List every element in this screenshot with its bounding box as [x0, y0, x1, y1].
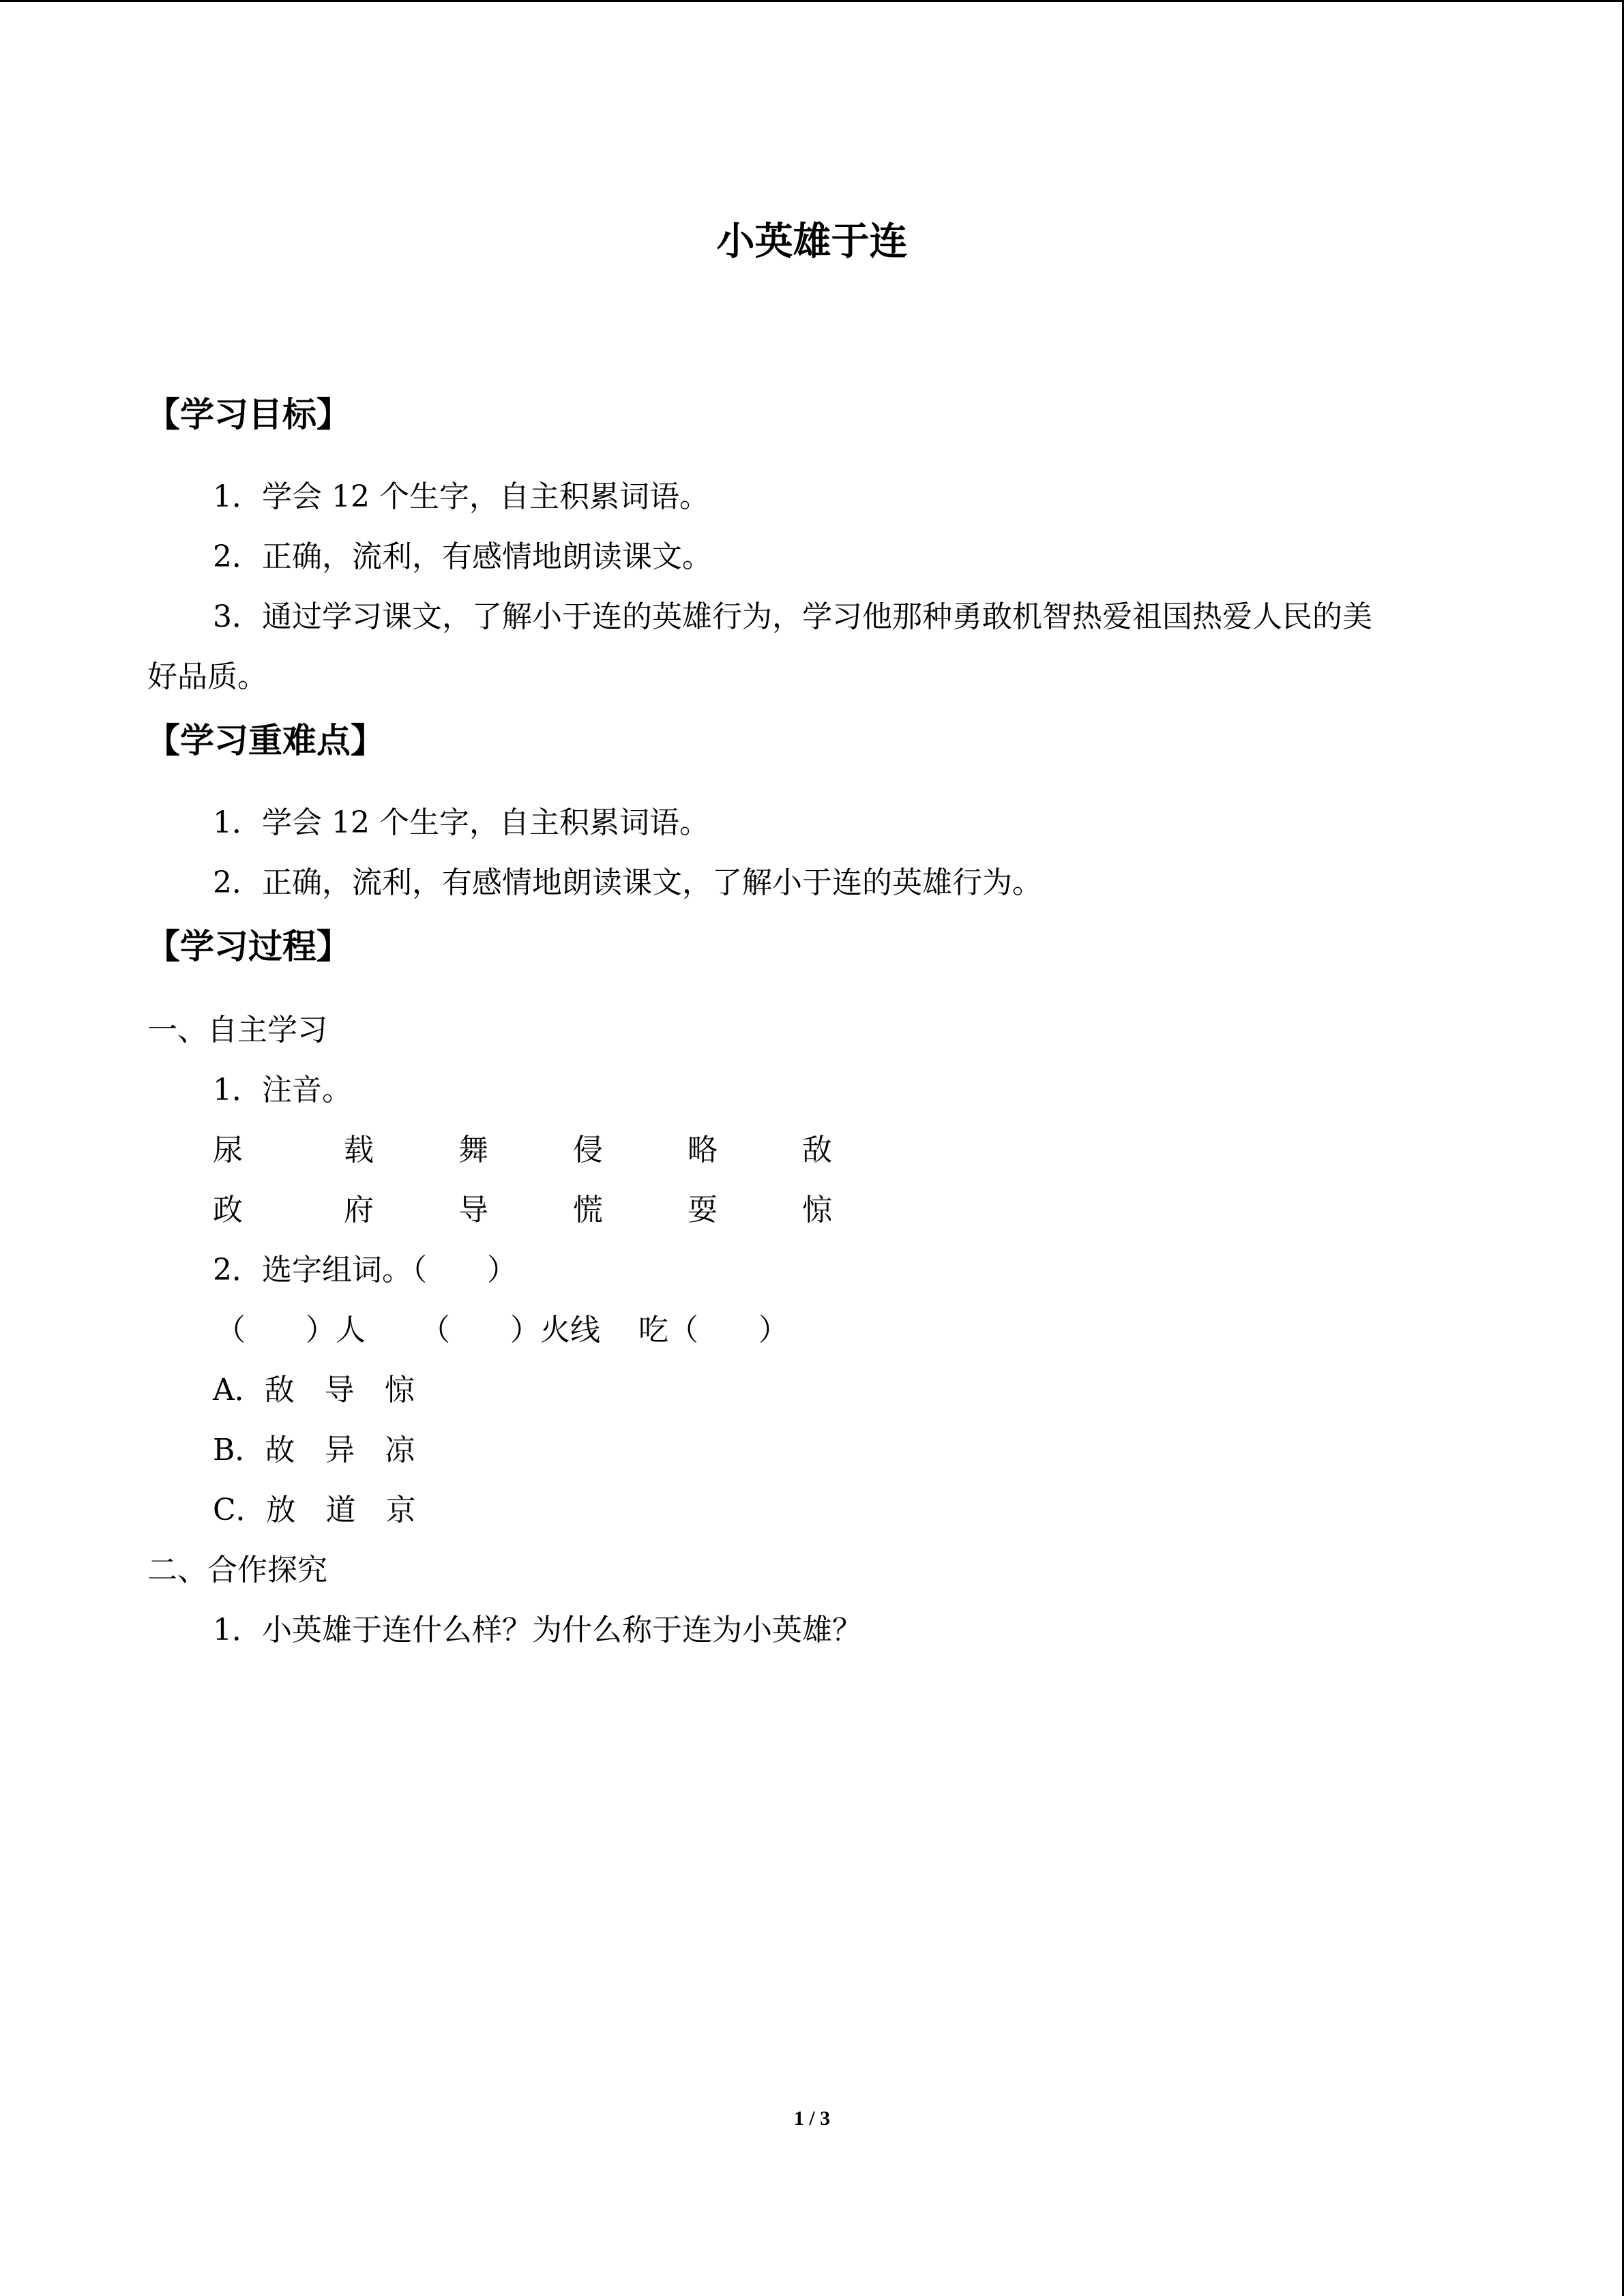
fill-blank: 吃（ ）: [638, 1313, 788, 1347]
goal-item-1: 1．学会 12 个生字，自主积累词语。: [213, 479, 709, 514]
option-b: B．故 异 凉: [213, 1433, 415, 1467]
key-point-item-1: 1．学会 12 个生字，自主积累词语。: [213, 805, 709, 840]
document-title: 小英雄于连: [716, 220, 908, 264]
char: 导: [458, 1193, 488, 1227]
fill-blank-row: [0, 1310, 1624, 1351]
char: 耍: [688, 1193, 718, 1227]
char: 舞: [458, 1133, 488, 1167]
goal-item-3: 3．通过学习课文，了解小于连的英雄行为，学习他那种勇敢机智热爱祖国热爱人民的美: [213, 599, 1372, 634]
char-row-2: [0, 1190, 1624, 1231]
char: 侵: [573, 1133, 603, 1167]
option-a: A．敌 导 惊: [213, 1373, 415, 1407]
char: 载: [344, 1133, 374, 1167]
heading-process: 【学习过程】: [146, 927, 351, 966]
char: 惊: [802, 1193, 832, 1227]
goal-item-3-cont: 好品质。: [147, 659, 267, 694]
char: 慌: [573, 1193, 603, 1227]
char: 尿: [213, 1133, 243, 1167]
question-hero: 1．小英雄于连什么样？为什么称于连为小英雄？: [213, 1613, 862, 1648]
key-point-item-2: 2．正确，流利，有感情地朗读课文，了解小于连的英雄行为。: [213, 865, 1042, 900]
char: 敌: [802, 1133, 832, 1167]
part2-title: 二、合作探究: [147, 1553, 327, 1587]
fill-blank: （ ）火线: [420, 1313, 600, 1347]
page-number: 1 / 3: [793, 2107, 831, 2130]
char-row-1: [0, 1130, 1624, 1171]
goal-item-2: 2．正确，流利，有感情地朗读课文。: [213, 539, 712, 574]
char: 政: [213, 1193, 243, 1227]
fill-blank: （ ）人: [216, 1313, 366, 1347]
question-pinyin: 1．注音。: [213, 1073, 352, 1107]
heading-goals: 【学习目标】: [146, 395, 351, 434]
question-select-chars: 2．选字组词。（ ）: [213, 1253, 517, 1287]
char: 府: [344, 1193, 374, 1227]
char: 略: [688, 1133, 718, 1167]
part1-title: 一、自主学习: [147, 1013, 327, 1047]
heading-key-points: 【学习重难点】: [146, 721, 385, 760]
option-c: C．放 道 京: [213, 1493, 416, 1527]
